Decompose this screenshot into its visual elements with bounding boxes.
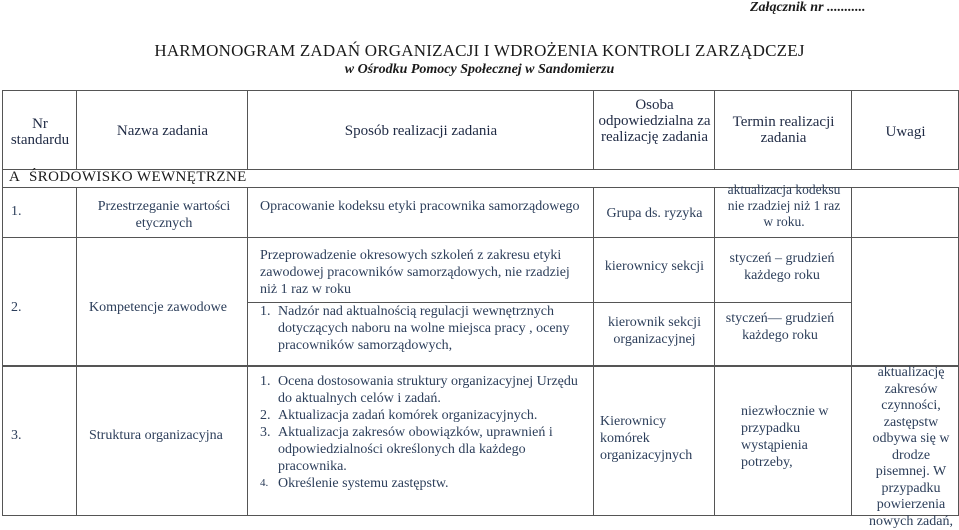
document-subtitle: w Ośrodku Pomocy Społecznej w Sandomierzu (344, 62, 615, 77)
task-method: Opracowanie kodeksu etyki pracownika samorządowego (260, 199, 580, 214)
header-term: Termin realizacji zadania (732, 114, 835, 146)
header-person: Osoba odpowiedzialna za realizację zadania (598, 97, 711, 145)
responsible-person: Grupa ds. ryzyka (606, 206, 703, 221)
task-name: Struktura organizacyjna (89, 428, 223, 443)
list-item: Aktualizacja zakresów obowiązków, uprawnień i odpowiedzialności określonych dla każdego pracownika. (278, 425, 553, 474)
section-letter: A (9, 169, 21, 185)
list-number: 3. (260, 425, 271, 440)
list-number: 2. (260, 408, 271, 423)
row-number: 3. (11, 428, 22, 443)
task-name: Przestrzeganie wartości etycznych (97, 199, 231, 231)
table-row (3, 238, 959, 303)
header-row (3, 91, 959, 170)
schedule-table (2, 90, 959, 529)
deadline: aktualizacja kodeksu nie rzadziej niż 1 raz w roku. (727, 182, 841, 229)
section-title: ŚRODOWISKO WEWNĘTRZNE (29, 169, 247, 185)
deadline: styczeń— grudzień każdego roku (725, 311, 835, 343)
table-row (3, 366, 959, 516)
list-number: 1. (260, 304, 271, 319)
responsible-person: kierownik sekcji organizacyjnej (608, 315, 701, 347)
document-title: HARMONOGRAM ZADAŃ ORGANIZACJI I WDROŻENIA KONTROLI ZARZĄDCZEJ (154, 41, 805, 60)
list-item: Określenie systemu zastępstw. (278, 476, 449, 491)
deadline: styczeń – grudzień każdego roku (729, 251, 835, 283)
deadline: niezwłocznie w przypadku wystąpienia potrzeby, (741, 404, 829, 470)
task-method: Nadzór nad aktualnością regulacji wewnętrznych dotyczących naboru na wolne miejsca pracy , oceny pracowników samorządowych, (278, 304, 570, 353)
header-name: Nazwa zadania (116, 123, 209, 139)
list-number: 1. (260, 374, 271, 389)
header-method: Sposób realizacji zadania (344, 123, 498, 139)
list-item: Ocena dostosowania struktury organizacyjnej Urzędu do aktualnych celów i zadań. (278, 374, 578, 406)
table-row (3, 188, 959, 238)
notes: aktualizację zakresów czynności, zastępstw odbywa się w drodze pisemnej. W przypadku powierzenia nowych zadań, (869, 365, 953, 529)
responsible-person: kierownicy sekcji (604, 259, 705, 274)
row-number: 2. (11, 300, 22, 315)
task-name: Kompetencje zawodowe (89, 300, 227, 315)
header-nr: Nr standardu (10, 116, 70, 148)
responsible-person: Kierownicy komórek organizacyjnych (600, 414, 693, 463)
header-notes: Uwagi (885, 124, 926, 140)
list-number: 4. (260, 477, 269, 489)
list-item: Aktualizacja zadań komórek organizacyjnych. (278, 408, 538, 423)
task-method: Przeprowadzenie okresowych szkoleń z zakresu etyki zawodowej pracowników samorządowych, nie rzadziej niż 1 raz w roku (260, 248, 570, 297)
attachment-label: Załącznik nr ........... (750, 0, 866, 15)
row-number: 1. (11, 204, 22, 219)
